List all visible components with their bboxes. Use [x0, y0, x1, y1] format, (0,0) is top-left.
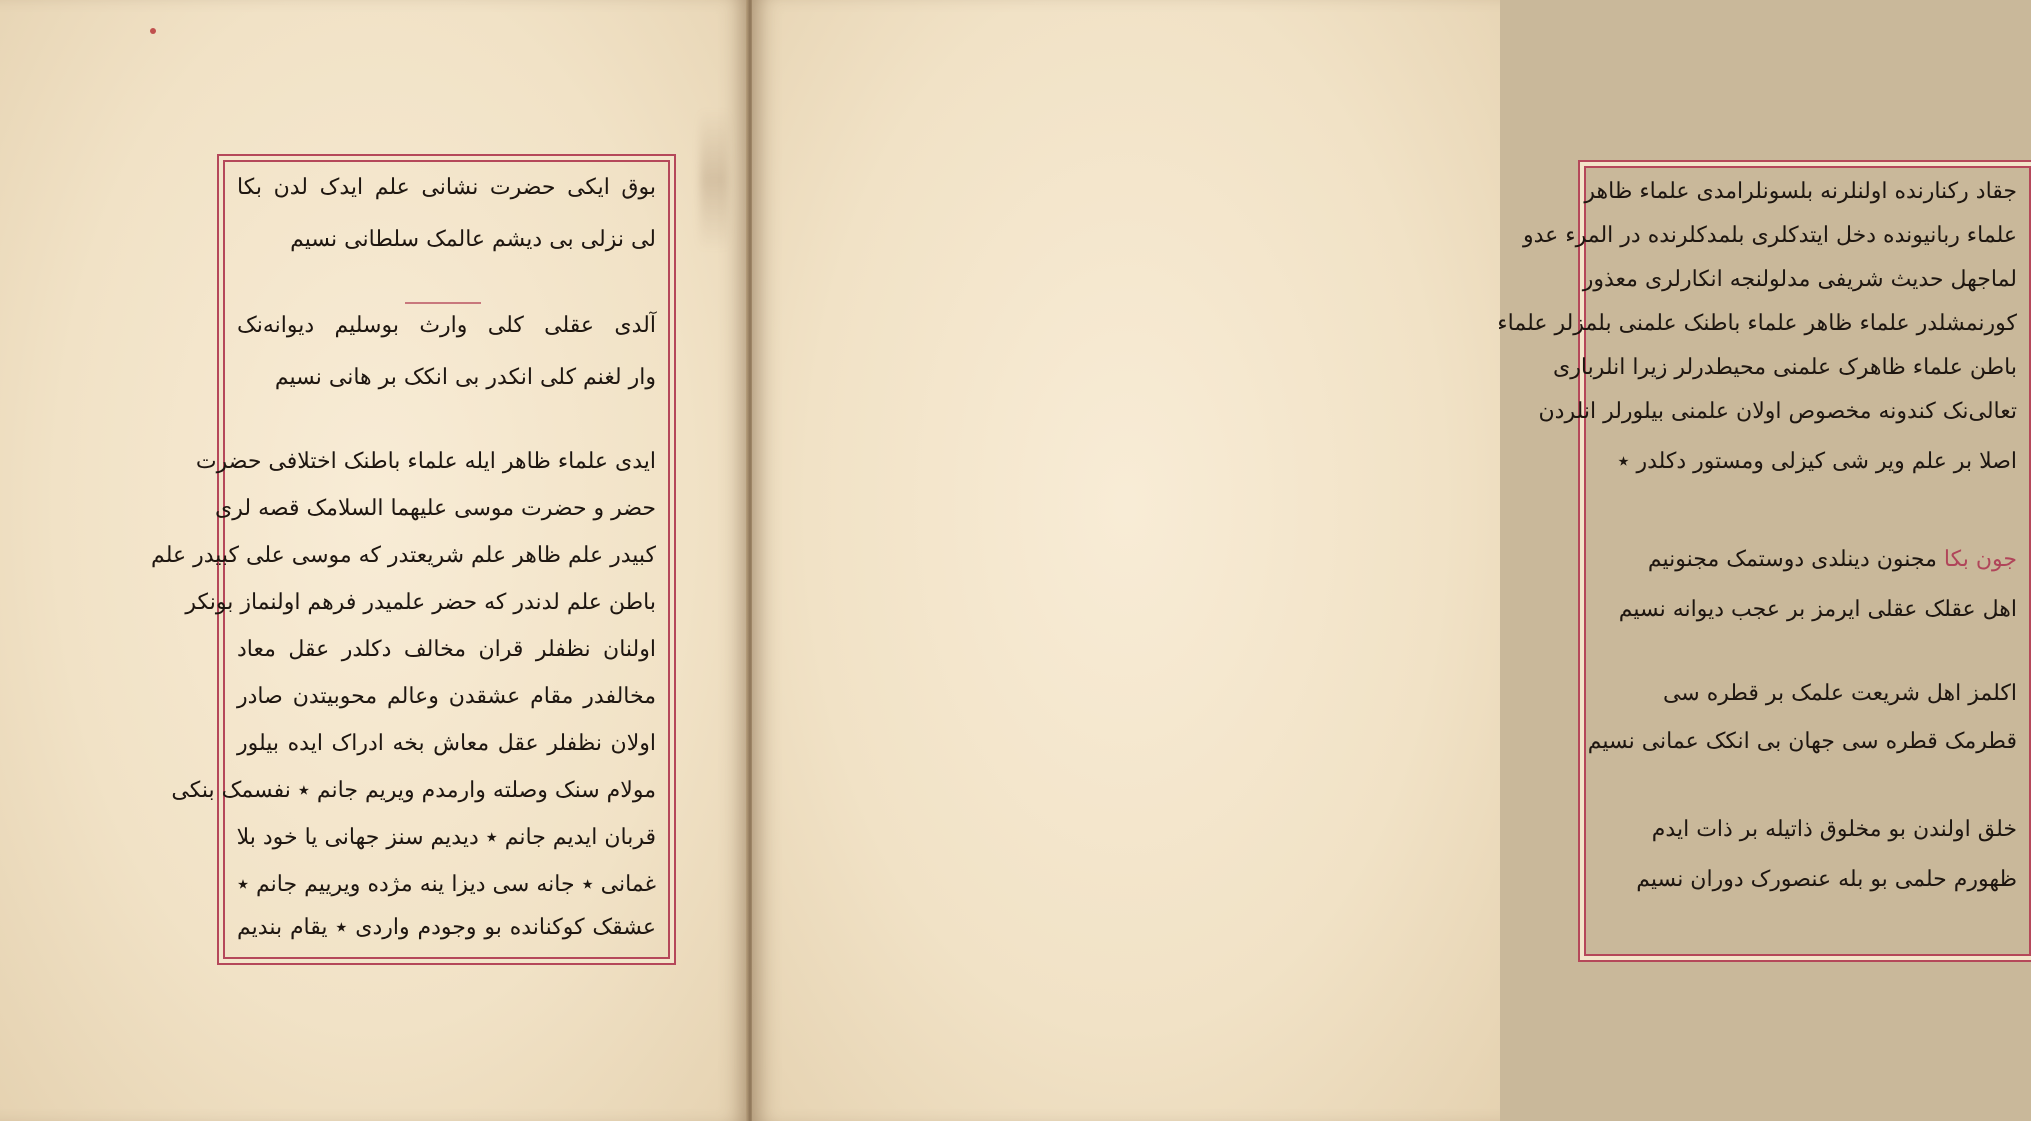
right-text-frame: [1497, 166, 2031, 956]
left-text-frame: [151, 160, 670, 959]
right-page: [752, 0, 2017, 1121]
ink-spot: [150, 28, 156, 34]
prose-line: باطن علم لدندر که حضر علمیدر فرهم اولنماز بونکر: [185, 590, 656, 615]
verse-line: ظهورم حلمی بو بله عنصورک دوران نسیم: [1636, 867, 2017, 892]
prose-line: لماجهل حدیث شریفی مدلولنجه انکارلری معذور: [1582, 267, 2017, 292]
prose-line: قربان ایدیم جانم ٭ دیدیم سنز جهانی یا خود بلا: [236, 825, 656, 850]
verse-line: بوق ایکی حضرت نشانی علم ایدک لدن بکا: [237, 175, 656, 200]
prose-line: باطن علماء ظاهرک علمنی محیطدرلر زیرا انلرباری: [1553, 355, 2017, 380]
left-page: [0, 0, 748, 1121]
verse-line: خلق اولندن بو مخلوق ذاتیله بر ذات ایدم: [1651, 817, 2017, 842]
verse-line: اکلمز اهل شریعت علمک بر قطره سی: [1662, 681, 2017, 706]
prose-line: اولنان نظفلر قران مخالف دکلدر عقل معاد: [237, 637, 656, 662]
verse-text: مجنون دینلدی دوستمک مجنونیم: [1647, 547, 1937, 572]
prose-line: حضر و حضرت موسی علیهما السلامک قصه لری: [215, 496, 656, 521]
prose-line: تعالی‌نک کندونه مخصوص اولان علمنی بیلورلر انلردن: [1538, 399, 2017, 424]
rubric-word: جون بکا: [1943, 547, 2017, 572]
verse-line-rubric: [1598, 538, 2017, 582]
prose-line: کورنمشلدر علماء ظاهر علماء باطنک علمنی بلمزلر علماء: [1497, 311, 2017, 336]
right-text-block: [1497, 168, 2029, 954]
prose-line: اولان نظفلر عقل معاش بخه ادراک ایده بیلور: [237, 731, 656, 756]
verse-line: وار لغنم کلی انکدر بی انکک بر هانی نسیم: [274, 365, 656, 390]
prose-line: جقاد رکنارنده اولنلرنه بلسونلرامدی علماء ظاهر: [1584, 179, 2017, 204]
verse-line: لی نزلی بی دیشم عالمک سلطانی نسیم: [290, 227, 656, 252]
prose-line: ایدی علماء ظاهر ایله علماء باطنک اختلافی حضرت: [195, 449, 656, 474]
prose-line: اصلا بر علم ویر شی کیزلی ومستور دکلدر ٭: [1617, 449, 2017, 474]
prose-line: عشقک کوکنانده بو وجودم واردی ٭ یقام بندیم: [237, 915, 656, 940]
prose-line: کبیدر علم ظاهر علم شریعتدر که موسی علی کبیدر علم: [151, 543, 656, 568]
left-text-block: [151, 162, 668, 957]
verse-line: قطرمک قطره سی جهان بی انکک عمانی نسیم: [1587, 729, 2017, 754]
verse-line: اهل عقلک عقلی ایرمز بر عجب دیوانه نسیم: [1618, 597, 2017, 622]
page-smudge: [700, 110, 728, 250]
prose-line: مخالفدر مقام عشقدن وعالم محوبیتدن صادر: [237, 684, 656, 709]
prose-line: مولام سنک وصلته وارمدم ویریم جانم ٭ نفسمک بنکی: [171, 778, 656, 803]
prose-line: علماء ربانیونده دخل ایتدکلری بلمدکلرنده در المرء عدو: [1522, 223, 2017, 248]
prose-line: غمانی ٭ جانه سی دیزا ینه مژده ویرییم جانم ٭: [237, 872, 656, 897]
verse-line: آلدی عقلی کلی وارث بوسلیم دیوانه‌نک: [237, 313, 656, 338]
